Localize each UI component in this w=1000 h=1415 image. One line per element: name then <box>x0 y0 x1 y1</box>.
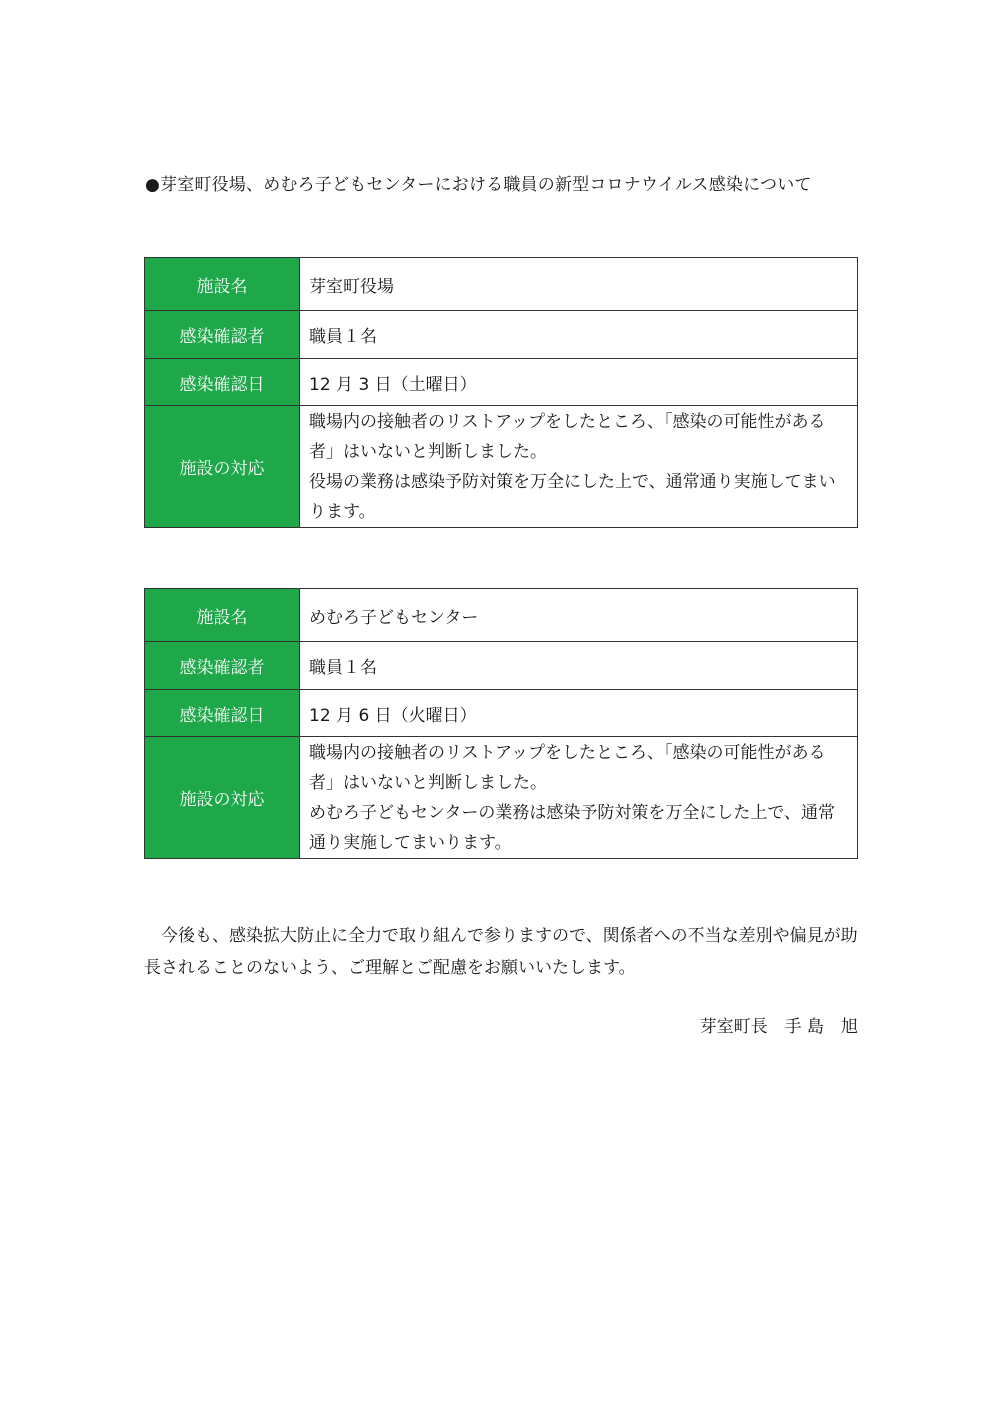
table-row-response <box>145 406 858 528</box>
confirmed-value: 職員１名 <box>300 311 858 359</box>
facility-label: 施設名 <box>145 589 300 642</box>
response-label: 施設の対応 <box>145 737 300 859</box>
signature: 芽室町長 手 島 旭 <box>699 1017 858 1037</box>
response-paragraph-2: めむろ子どもセンターの業務は感染予防対策を万全にした上で、通常通り実施してまいります。 <box>309 802 835 853</box>
response-paragraph-1: 職場内の接触者のリストアップをしたところ、「感染の可能性がある者」はいないと判断しました。 <box>309 411 826 462</box>
date-label: 感染確認日 <box>145 690 300 737</box>
facility-table-children-center <box>144 588 858 859</box>
date-value: 12 月 6 日（火曜日） <box>300 690 858 737</box>
confirmed-label: 感染確認者 <box>145 642 300 690</box>
closing-paragraph: 今後も、感染拡大防止に全力で取り組んで参りますので、関係者への不当な差別や偏見が助長されることのないよう、ご理解とご配慮をお願いいたします。 <box>144 926 858 978</box>
confirmed-value: 職員１名 <box>300 642 858 690</box>
table-row-date <box>145 690 858 737</box>
table-row-response <box>145 737 858 859</box>
table-row-date <box>145 359 858 406</box>
table-row-facility <box>145 589 858 642</box>
facility-label: 施設名 <box>145 258 300 311</box>
response-paragraph-1: 職場内の接触者のリストアップをしたところ、「感染の可能性がある者」はいないと判断しました。 <box>309 742 826 793</box>
response-value <box>300 406 858 528</box>
response-label: 施設の対応 <box>145 406 300 528</box>
facility-value: 芽室町役場 <box>300 258 858 311</box>
confirmed-label: 感染確認者 <box>145 311 300 359</box>
facility-value: めむろ子どもセンター <box>300 589 858 642</box>
document-title: ●芽室町役場、めむろ子どもセンターにおける職員の新型コロナウイルス感染について <box>145 175 812 195</box>
response-value <box>300 737 858 859</box>
date-value: 12 月 3 日（土曜日） <box>300 359 858 406</box>
date-label: 感染確認日 <box>145 359 300 406</box>
facility-table-town-hall <box>144 257 858 528</box>
response-paragraph-2: 役場の業務は感染予防対策を万全にした上で、通常通り実施してまいります。 <box>309 471 836 522</box>
table-row-confirmed <box>145 311 858 359</box>
table-row-facility <box>145 258 858 311</box>
table-row-confirmed <box>145 642 858 690</box>
